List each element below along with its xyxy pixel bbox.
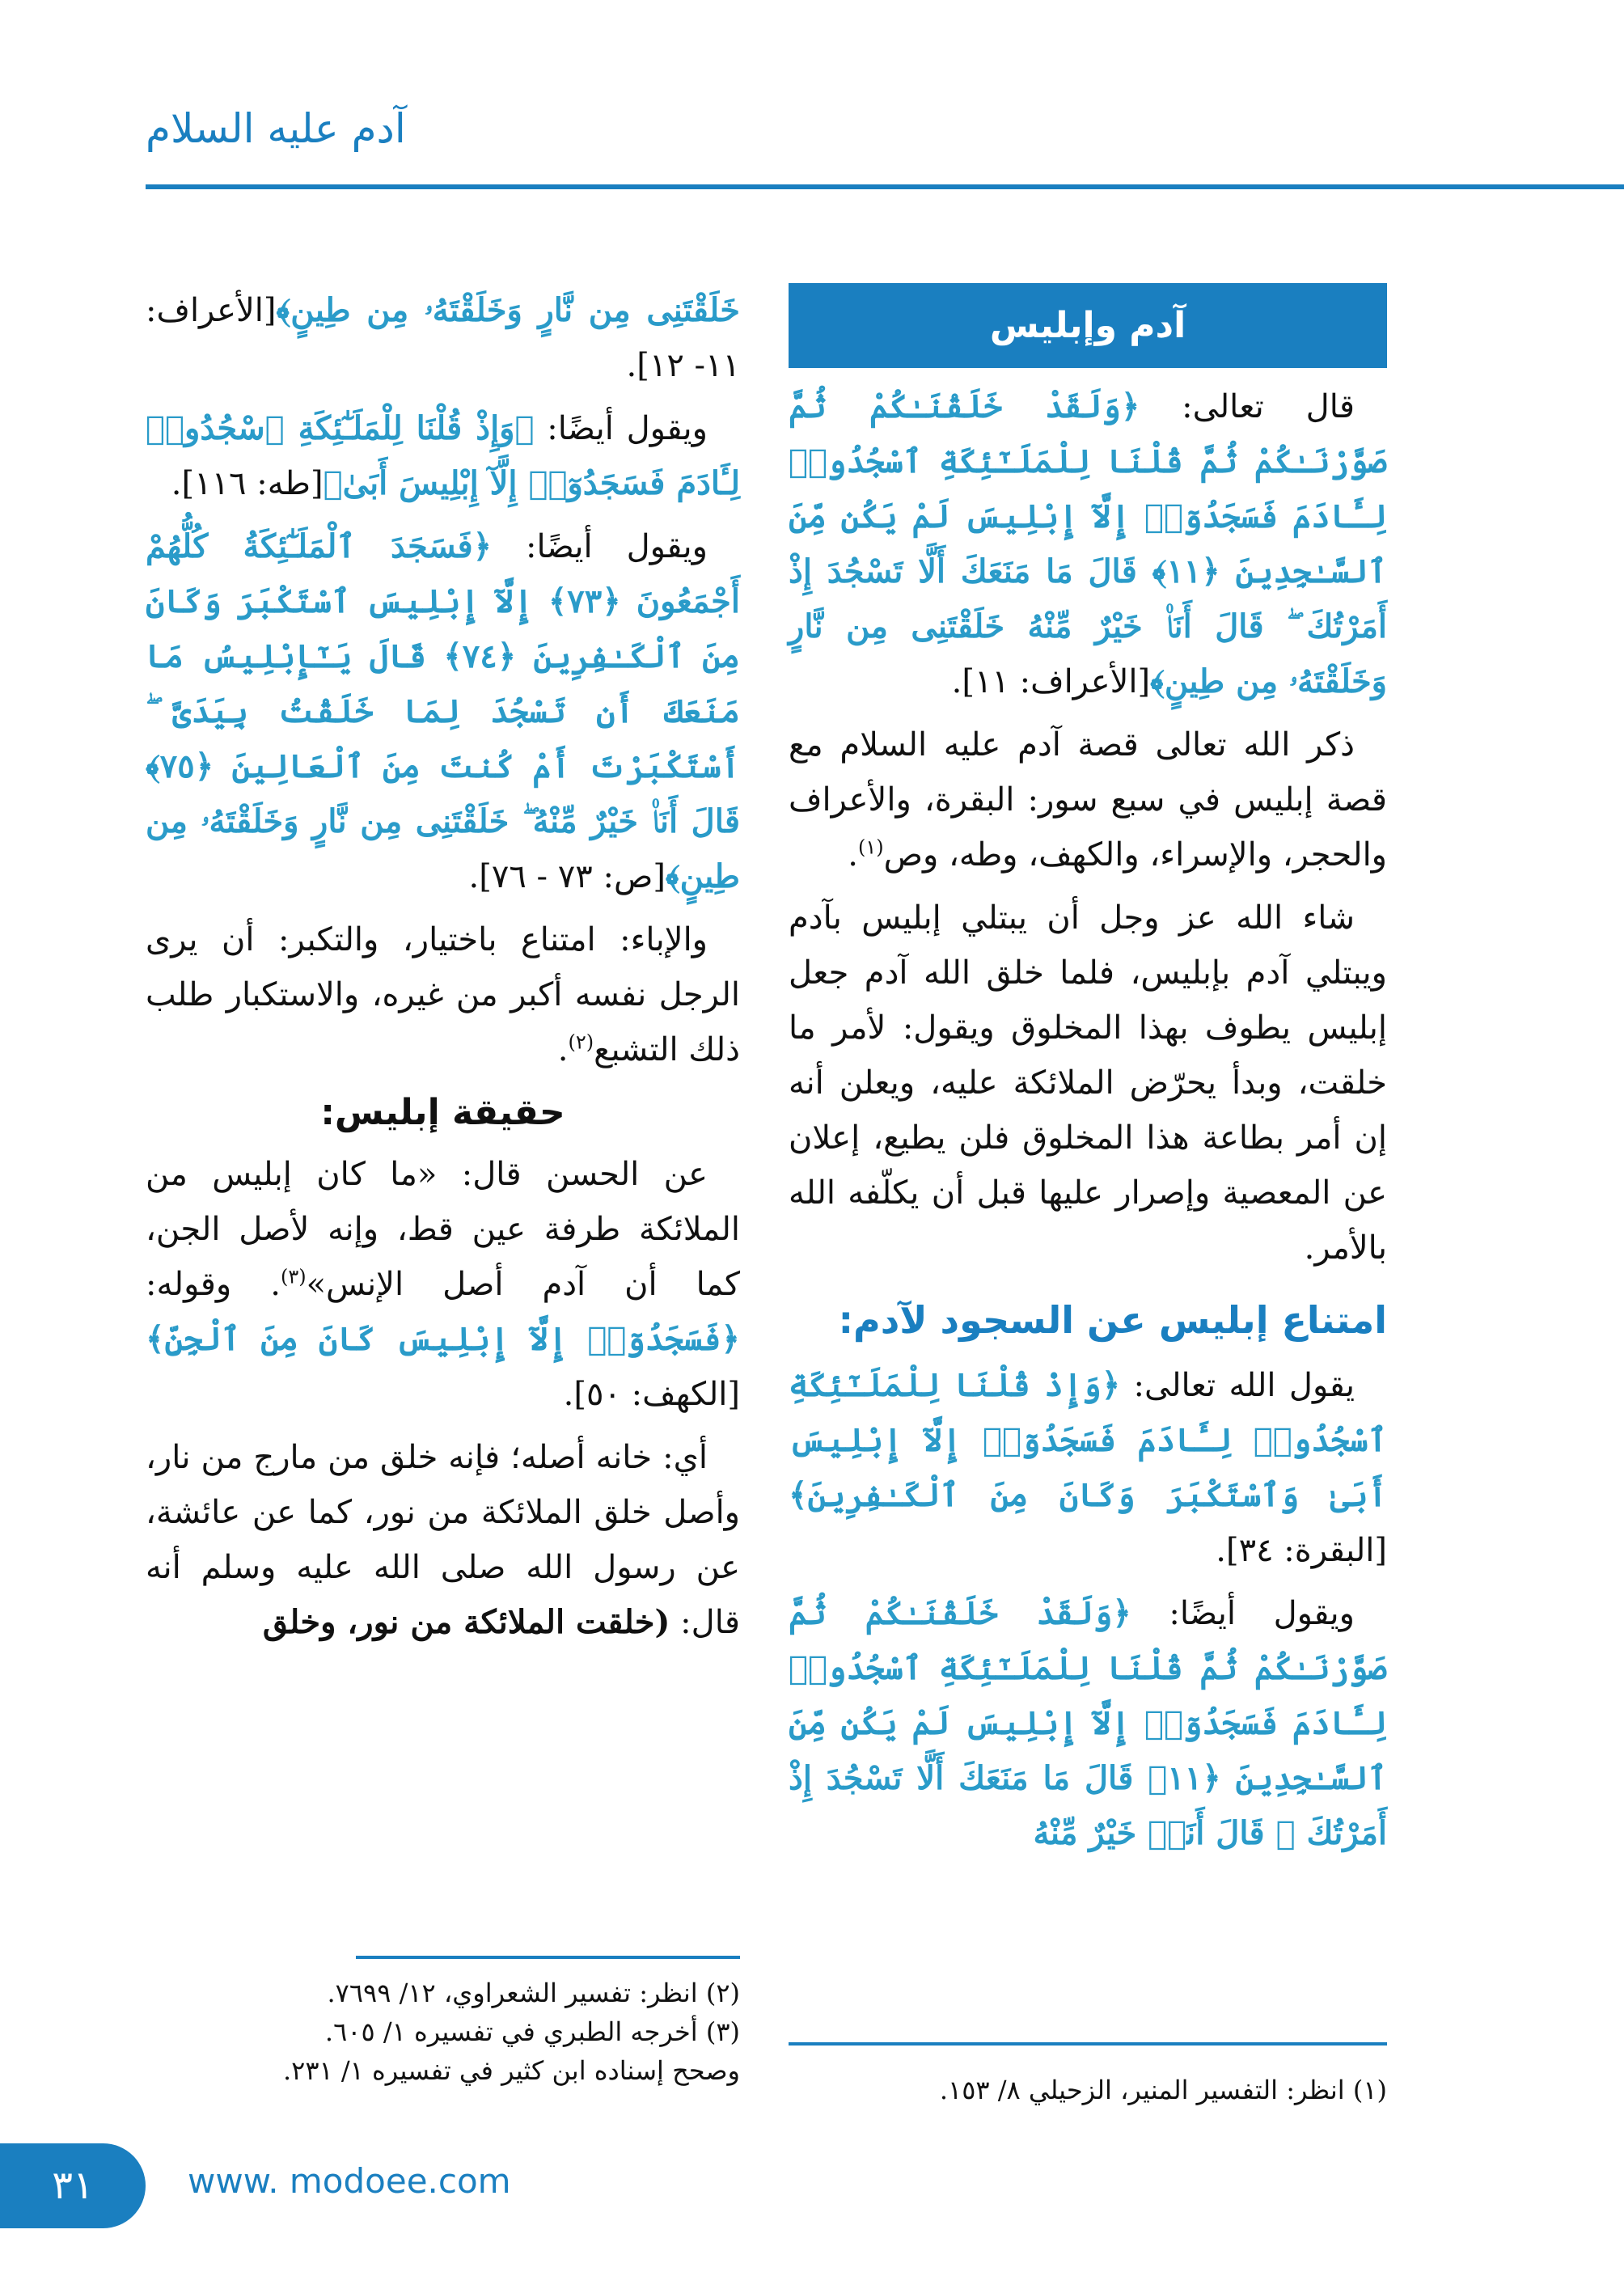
paragraph: [146, 519, 740, 904]
quran-verse: ﴿فَسَجَدَ ٱلْمَلَـٰٓئِكَةُ كُلُّهُمْ أَجْمَعُونَ ﴿٧٣﴾ إِلَّآ إِبْلِيسَ ٱسْتَكْبَرَ وَكَانَ مِنَ ٱلْكَـٰفِرِينَ ﴿٧٤﴾ قَالَ يَـٰٓإِبْلِيسُ مَا مَنَعَكَ أَن تَسْجُدَ لِمَا خَلَقْتُ بِيَدَىَّ ۖ أَسْتَكْبَرْتَ أَمْ كُنتَ مِنَ ٱلْعَالِينَ ﴿٧٥﴾ قَالَ أَنَا۠ خَيْرٌ مِّنْهُ ۖ خَلَقْتَنِى مِن نَّارٍ وَخَلَقْتَهُۥ مِن طِينٍ﴾: [146, 527, 740, 895]
text: ذكر الله تعالى قصة آدم عليه السلام مع قصة إبليس في سبع سور: البقرة، والأعراف والحجر، والإسراء، والكهف، وطه، وص: [789, 726, 1387, 874]
text: .: [848, 836, 858, 874]
quran-verse: ﴿وَإِذْ قُلْنَا لِلْمَلَـٰٓئِكَةِ ٱسْجُدُوا۟ لِـَٔادَمَ فَسَجَدُوٓا۟ إِلَّآ إِبْلِيسَ أَبَىٰ وَٱسْتَكْبَرَ وَكَانَ مِنَ ٱلْكَـٰفِرِينَ﴾: [789, 1366, 1387, 1514]
right-column: [789, 283, 1387, 1869]
verse-reference: [ص: ٧٣ - ٧٦].: [468, 858, 666, 895]
footnote: (١) انظر: التفسير المنير، الزحيلي ٨/ ١٥٣.: [939, 2075, 1387, 2105]
footnote-divider: [789, 2042, 1387, 2046]
text: عن الحسن قال: «ما كان إبليس من الملائكة طرفة عين قط، وإنه لأصل الجن، كما أن آدم أصل الإنس»: [146, 1156, 741, 1303]
quran-verse: خَلَقْتَنِى مِن نَّارٍ وَخَلَقْتَهُۥ مِن طِينٍ﴾: [276, 291, 740, 329]
text: يقول الله تعالى:: [1120, 1367, 1355, 1404]
paragraph: [146, 401, 740, 511]
verse-reference: [الأعراف: ١١].: [951, 663, 1151, 700]
text: والإباء: امتناع باختيار، والتكبر: أن يرى الرجل نفسه أكبر من غيره، والاستكبار طلب ذلك التشبع: [146, 921, 740, 1068]
quran-verse: ﴿وَإِذْ قُلْنَا لِلْمَلَـٰٓئِكَةِ ٱسْجُدُوا۟ لِـَٔادَمَ فَسَجَدُوٓا۟ إِلَّآ إِبْلِيسَ أَبَىٰ﴾: [146, 409, 740, 502]
footnotes: [146, 1974, 740, 2090]
footnote-divider: [356, 1956, 740, 1959]
header-divider: [146, 184, 1624, 189]
text: أي: خانه أصله؛ فإنه خلق من مارج من نار، وأصل خلق الملائكة من نور، كما عن عائشة، عن رسول الله صلى الله عليه وسلم أنه قال:: [146, 1439, 740, 1641]
verse-reference: [البقرة: ٣٤].: [1216, 1532, 1387, 1569]
footnote: (٣) أخرجه الطبري في تفسيره ١/ ٦٠٥.: [324, 2016, 740, 2047]
paragraph: [789, 891, 1387, 1276]
verse-reference: [الكهف: ٥٠].: [563, 1376, 740, 1413]
text: ويقول أيضًا:: [492, 528, 708, 565]
text: .: [557, 1031, 569, 1068]
verse-reference: [الأعراف: ١١- ١٢].: [146, 292, 740, 384]
footnote-marker: (٢): [568, 1030, 594, 1054]
paragraph: [789, 379, 1387, 709]
paragraph: [146, 912, 740, 1077]
paragraph: [789, 717, 1387, 882]
left-column: [146, 283, 740, 1658]
footnote-marker: (١): [857, 836, 884, 859]
header-title: آدم عليه السلام: [146, 105, 406, 152]
quran-verse: ﴿فَسَجَدُوٓا۟ إِلَّآ إِبْلِيسَ كَانَ مِنَ ٱلْجِنِّ﴾: [146, 1320, 740, 1358]
text: ويقول أيضًا:: [534, 410, 708, 447]
footnotes: [789, 2071, 1387, 2109]
paragraph: [789, 1358, 1387, 1578]
hadith-text: (خلقت الملائكة من نور، وخلق: [262, 1603, 670, 1641]
subheading: حقيقة إبليس:: [320, 1092, 565, 1133]
verse-reference: [طه: ١١٦].: [171, 465, 324, 502]
section-title: آدم وإبليس: [789, 283, 1387, 368]
subheading: امتناع إبليس عن السجود لآدم:: [838, 1298, 1387, 1342]
paragraph: [146, 1430, 740, 1650]
footnote-continuation: وصحح إسناده ابن كثير في تفسيره ١/ ٢٣١.: [282, 2055, 740, 2086]
text: . وقوله:: [146, 1266, 281, 1303]
paragraph: [789, 1586, 1387, 1861]
quran-verse: ﴿وَلَقَدْ خَلَقْنَـٰكُمْ ثُمَّ صَوَّرْنَـٰكُمْ ثُمَّ قُلْنَا لِلْمَلَـٰٓئِكَةِ ٱسْجُدُوا۟ لِـَٔادَمَ فَسَجَدُوٓا۟ إِلَّآ إِبْلِيسَ لَمْ يَكُن مِّنَ ٱلسَّـٰجِدِينَ ﴿١١﴾ قَالَ مَا مَنَعَكَ أَلَّا تَسْجُدَ إِذْ أَمَرْتُكَ ۖ قَالَ أَنَا۠ خَيْرٌ مِّنْهُ خَلَقْتَنِى مِن نَّارٍ وَخَلَقْتَهُۥ مِن طِينٍ﴾: [789, 387, 1387, 700]
footnote-marker: (٣): [280, 1265, 307, 1288]
text: قال تعالى:: [1140, 388, 1355, 425]
text: ويقول أيضًا:: [1131, 1595, 1355, 1632]
page-number: ٣١: [0, 2143, 146, 2228]
footnote: (٢) انظر: تفسير الشعراوي، ١٢/ ٧٦٩٩.: [327, 1978, 740, 2008]
paragraph: [146, 1147, 740, 1422]
website-link[interactable]: www. modoee.com: [188, 2161, 511, 2201]
quran-verse: ﴿وَلَقَدْ خَلَقْنَـٰكُمْ ثُمَّ صَوَّرْنَـٰكُمْ ثُمَّ قُلْنَا لِلْمَلَـٰٓئِكَةِ ٱسْجُدُوا۟ لِـَٔادَمَ فَسَجَدُوٓا۟ إِلَّآ إِبْلِيسَ لَمْ يَكُن مِّنَ ٱلسَّـٰجِدِينَ ﴿١١﴾ قَالَ مَا مَنَعَكَ أَلَّا تَسْجُدَ إِذْ أَمَرْتُكَ ۖ قَالَ أَنَا۠ خَيْرٌ مِّنْهُ: [789, 1594, 1387, 1852]
text: شاء الله عز وجل أن يبتلي إبليس بآدم ويبتلي آدم بإبليس، فلما خلق الله آدم جعل إبليس يطوف بهذا المخلوق ويقول: لأمر ما خلقت، وبدأ يحرّض الملائكة عليه، ويعلن أنه إن أمر بطاعة هذا المخلوق فلن يطيع، إعلان عن المعصية وإصرار عليها قبل أن يكلّفه الله بالأمر.: [789, 899, 1387, 1267]
paragraph: [146, 283, 740, 393]
